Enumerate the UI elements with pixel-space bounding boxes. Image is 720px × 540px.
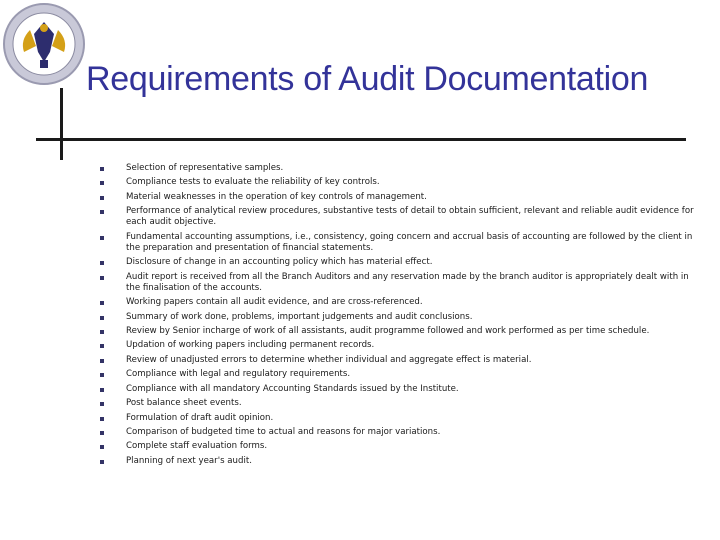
list-item: Compliance with all mandatory Accounting Standards issued by the Institute.: [100, 384, 700, 395]
list-item: Compliance tests to evaluate the reliability of key controls.: [100, 177, 700, 188]
list-item: Fundamental accounting assumptions, i.e., consistency, going concern and accrual basis of accounting are followed by the client in the preparation and presentation of financial statements.: [100, 232, 700, 254]
square-bullet-icon: [100, 181, 104, 185]
vertical-rule: [60, 88, 63, 160]
square-bullet-icon: [100, 167, 104, 171]
list-item: Updation of working papers including permanent records.: [100, 340, 700, 351]
list-item: Complete staff evaluation forms.: [100, 441, 700, 452]
list-item: Audit report is received from all the Branch Auditors and any reservation made by the branch auditor is appropriately dealt with in the finalisation of the accounts.: [100, 272, 700, 294]
slide-title: Requirements of Audit Documentation: [86, 60, 649, 98]
square-bullet-icon: [100, 210, 104, 214]
square-bullet-icon: [100, 344, 104, 348]
square-bullet-icon: [100, 431, 104, 435]
square-bullet-icon: [100, 301, 104, 305]
square-bullet-icon: [100, 402, 104, 406]
list-item: Planning of next year's audit.: [100, 456, 700, 467]
list-item: Post balance sheet events.: [100, 398, 700, 409]
list-item: Disclosure of change in an accounting policy which has material effect.: [100, 257, 700, 268]
square-bullet-icon: [100, 236, 104, 240]
institute-logo: [0, 0, 88, 88]
square-bullet-icon: [100, 276, 104, 280]
square-bullet-icon: [100, 316, 104, 320]
horizontal-rule: [36, 138, 686, 141]
requirements-list: [100, 163, 700, 470]
list-item: Summary of work done, problems, important judgements and audit conclusions.: [100, 312, 700, 323]
list-item: Working papers contain all audit evidence, and are cross-referenced.: [100, 297, 700, 308]
square-bullet-icon: [100, 417, 104, 421]
square-bullet-icon: [100, 373, 104, 377]
list-item: Selection of representative samples.: [100, 163, 700, 174]
square-bullet-icon: [100, 261, 104, 265]
list-item: Review by Senior incharge of work of all assistants, audit programme followed and work performed as per time schedule.: [100, 326, 700, 337]
list-item: Review of unadjusted errors to determine whether individual and aggregate effect is material.: [100, 355, 700, 366]
square-bullet-icon: [100, 359, 104, 363]
square-bullet-icon: [100, 196, 104, 200]
list-item: Formulation of draft audit opinion.: [100, 413, 700, 424]
square-bullet-icon: [100, 460, 104, 464]
list-item: Compliance with legal and regulatory requirements.: [100, 369, 700, 380]
square-bullet-icon: [100, 445, 104, 449]
list-item: Performance of analytical review procedures, substantive tests of detail to obtain sufficient, relevant and reliable audit evidence for each audit objective.: [100, 206, 700, 228]
list-item: Material weaknesses in the operation of key controls of management.: [100, 192, 700, 203]
square-bullet-icon: [100, 388, 104, 392]
list-item: Comparison of budgeted time to actual and reasons for major variations.: [100, 427, 700, 438]
square-bullet-icon: [100, 330, 104, 334]
